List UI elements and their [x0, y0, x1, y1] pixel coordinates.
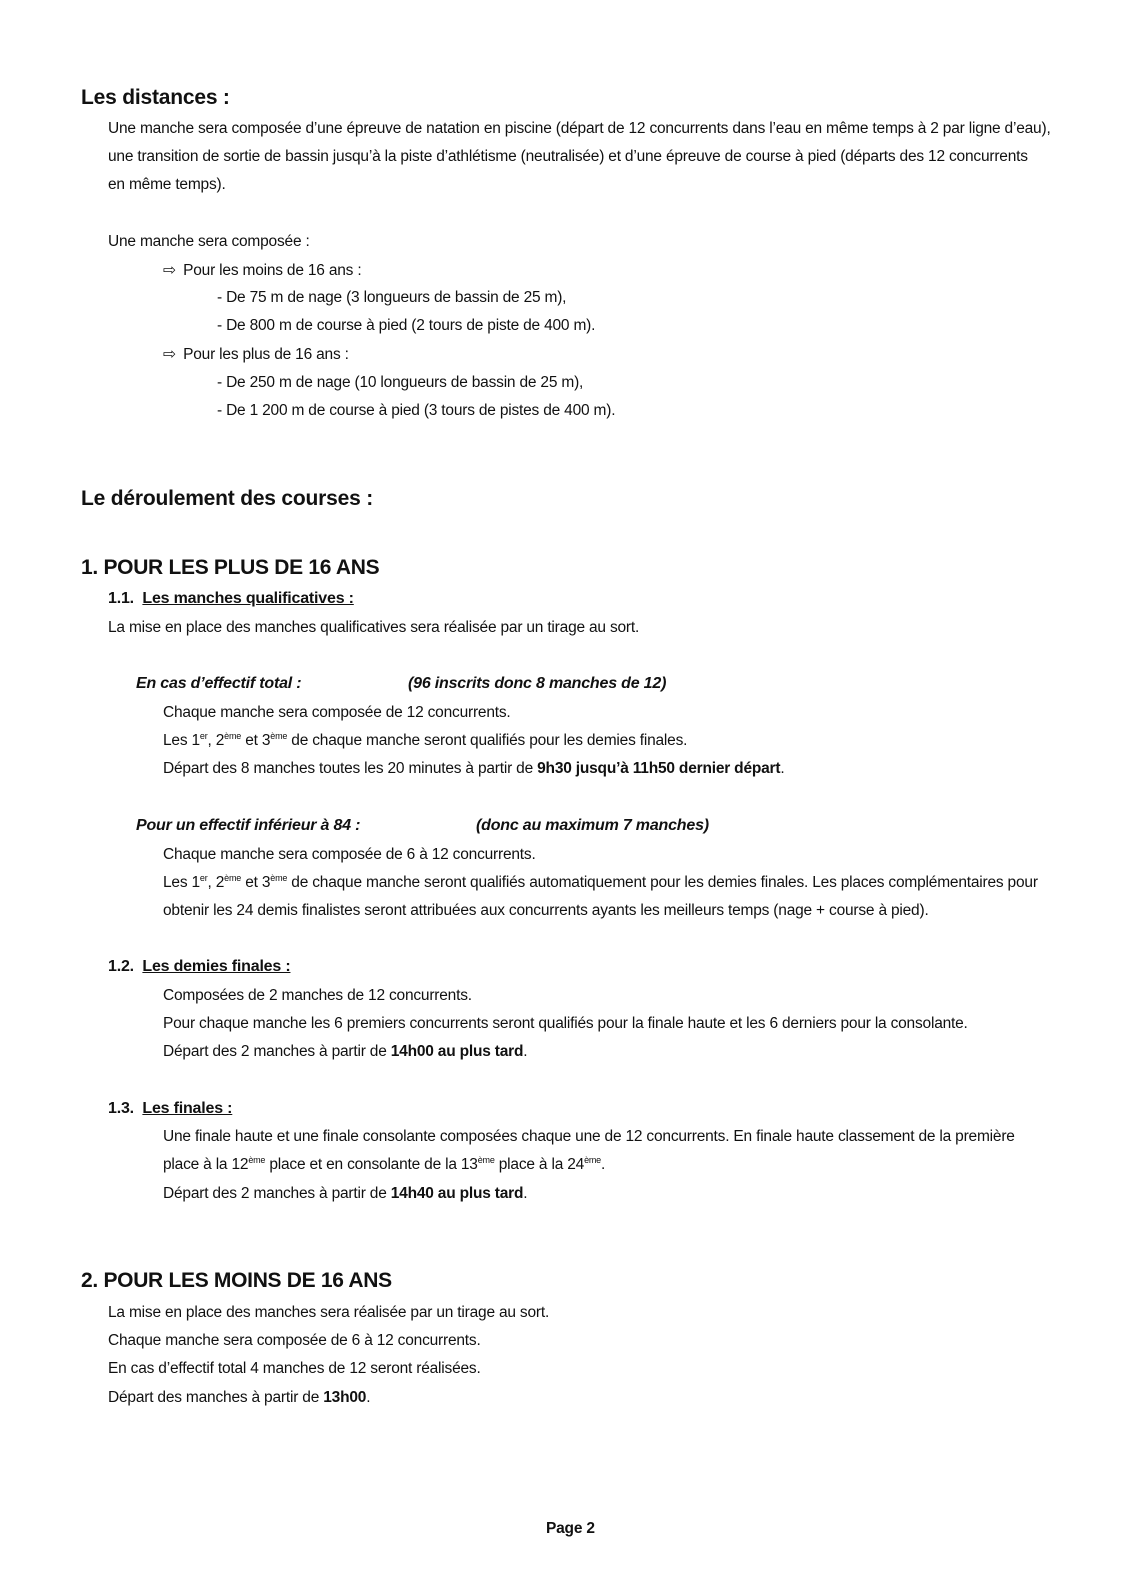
s12-line-1: Composées de 2 manches de 12 concurrents. [163, 987, 472, 1004]
deroulement-heading: Le déroulement des courses : [81, 487, 373, 510]
arrow-right-icon: ⇨ [163, 346, 176, 363]
plus16-label: Pour les plus de 16 ans : [183, 346, 349, 363]
s12-title: Les demies finales : [142, 958, 291, 975]
section2-line-1: La mise en place des manches sera réalisée par un tirage au sort. [108, 1304, 550, 1321]
page-number: Page 2 [546, 1520, 595, 1537]
s13-line-1: Une finale haute et une finale consolante composées chaque une de 12 concurrents. En finale haute classement de la première [163, 1128, 1015, 1145]
plus16-item-course: - De 1 200 m de course à pied (3 tours de pistes de 400 m). [217, 402, 616, 419]
s12-number: 1.2. [108, 958, 134, 975]
case1-line-2: Les 1er, 2ème et 3ème de chaque manche seront qualifiés pour les demies finales. [163, 730, 688, 749]
distances-heading: Les distances : [81, 86, 230, 109]
moins16-bullet [163, 261, 361, 280]
section2-line-4: Départ des manches à partir de 13h00. [108, 1389, 371, 1406]
s11-number: 1.1. [108, 590, 134, 607]
moins16-item-nage: - De 75 m de nage (3 longueurs de bassin de 25 m), [217, 289, 567, 306]
moins16-label: Pour les moins de 16 ans : [183, 262, 362, 279]
section2-line-3: En cas d’effectif total 4 manches de 12 seront réalisées. [108, 1360, 481, 1377]
case1-line-1: Chaque manche sera composée de 12 concurrents. [163, 704, 511, 721]
s13-number: 1.3. [108, 1100, 134, 1117]
case1-line-3: Départ des 8 manches toutes les 20 minutes à partir de 9h30 jusqu’à 11h50 dernier départ. [163, 760, 785, 777]
arrow-right-icon: ⇨ [163, 262, 176, 279]
plus16-bullet [163, 345, 349, 364]
distances-intro-line-1: Une manche sera composée d’une épreuve de natation en piscine (départ de 12 concurrents dans l’eau en même temps à 2 par ligne d’eau), [108, 120, 1051, 137]
s12-title-row [108, 958, 290, 976]
s13-line-2: place à la 12ème place et en consolante de la 13ème place à la 24ème. [163, 1154, 606, 1173]
section2-heading: 2. POUR LES MOINS DE 16 ANS [81, 1269, 392, 1292]
case2-line-2: Les 1er, 2ème et 3ème de chaque manche seront qualifiés automatiquement pour les demies finales. Les places complémentaires pour [163, 872, 1038, 891]
distances-intro-line-2: une transition de sortie de bassin jusqu’à la piste d’athlétisme (neutralisée) et d’une épreuve de course à pied (départs des 12 concurrents [108, 148, 1028, 165]
s11-title: Les manches qualificatives : [142, 590, 354, 607]
section1-heading: 1. POUR LES PLUS DE 16 ANS [81, 556, 380, 579]
case1-note: (96 inscrits donc 8 manches de 12) [408, 675, 667, 692]
s13-line-3: Départ des 2 manches à partir de 14h40 au plus tard. [163, 1185, 528, 1202]
case2-line-3: obtenir les 24 demis finalistes seront attribuées aux concurrents ayants les meilleurs temps (nage + course à pied). [163, 902, 929, 919]
s12-line-2: Pour chaque manche les 6 premiers concurrents seront qualifiés pour la finale haute et les 6 derniers pour la consolante. [163, 1015, 968, 1032]
case2-line-1: Chaque manche sera composée de 6 à 12 concurrents. [163, 846, 536, 863]
s13-title: Les finales : [142, 1100, 233, 1117]
case1-label: En cas d’effectif total : [136, 675, 302, 692]
plus16-item-nage: - De 250 m de nage (10 longueurs de bassin de 25 m), [217, 374, 584, 391]
composition-label: Une manche sera composée : [108, 233, 310, 250]
distances-intro-line-3: en même temps). [108, 176, 226, 193]
s11-title-row [108, 590, 354, 608]
case2-label: Pour un effectif inférieur à 84 : [136, 817, 361, 834]
s12-line-3: Départ des 2 manches à partir de 14h00 au plus tard. [163, 1043, 528, 1060]
s13-title-row [108, 1100, 232, 1118]
moins16-item-course: - De 800 m de course à pied (2 tours de piste de 400 m). [217, 317, 596, 334]
section2-line-2: Chaque manche sera composée de 6 à 12 concurrents. [108, 1332, 481, 1349]
case2-note: (donc au maximum 7 manches) [476, 817, 709, 834]
s11-text: La mise en place des manches qualificatives sera réalisée par un tirage au sort. [108, 619, 640, 636]
